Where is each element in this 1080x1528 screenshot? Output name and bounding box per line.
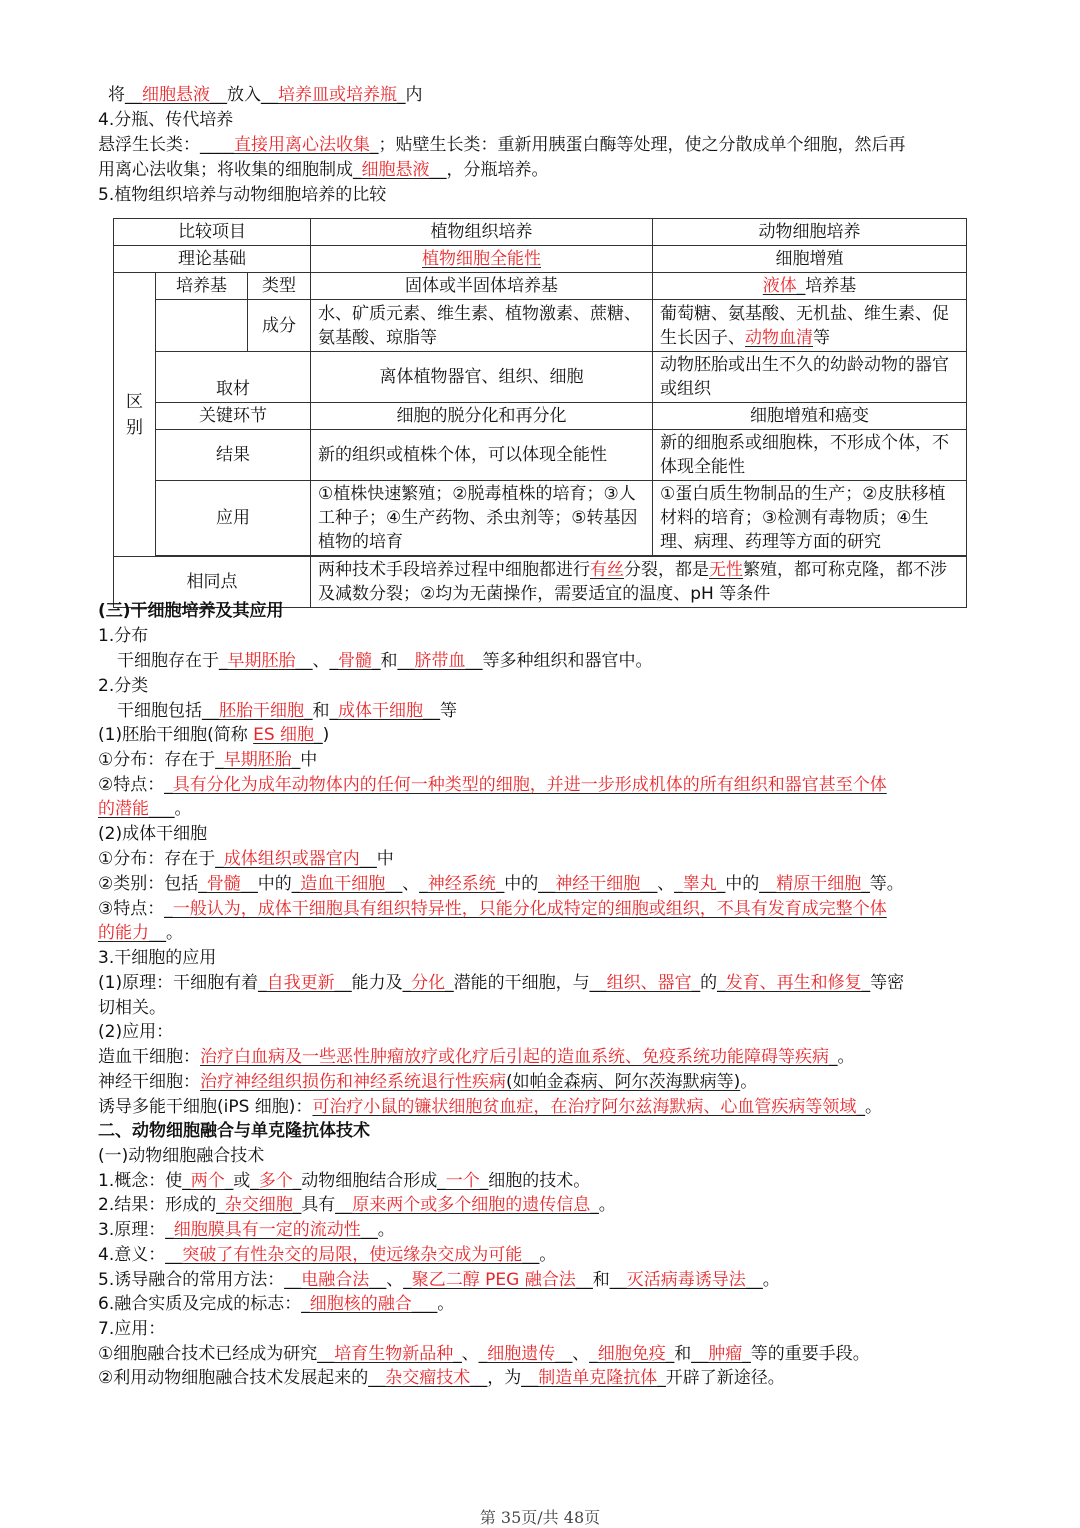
text-line: 3.干细胞的应用 <box>98 948 217 968</box>
table-row <box>114 352 967 403</box>
text-line: 用离心法收集；将收集的细胞制成_细胞悬液__，分瓶培养。 <box>98 160 549 180</box>
text-line: 5.植物组织培养与动物细胞培养的比较 <box>98 185 387 205</box>
text-line: 的能力__。 <box>98 923 183 943</box>
table-cell-diff: 区别 <box>114 273 156 557</box>
text-line: 2.结果：形成的_杂交细胞_具有__原来两个或多个细胞的遗传信息_。 <box>98 1195 616 1215</box>
text-line: (一)动物细胞融合技术 <box>98 1146 265 1166</box>
text-line: ②特点：_具有分化为成年动物体内的任何一种类型的细胞，并进一步形成机体的所有组织和器官甚至个体 <box>98 775 887 795</box>
text-line: 7.应用： <box>98 1319 166 1339</box>
table-cell: 新的细胞系或细胞株，不形成个体，不体现全能性 <box>653 430 967 481</box>
table-row <box>114 430 967 481</box>
table-cell: 结果 <box>156 430 311 481</box>
text-line: ②类别：包括_骨髓__中的_造血干细胞__、_神经系统_中的__神经干细胞__、_睾丸_中的__精原干细胞_等。 <box>98 874 904 894</box>
text-line: ①分布：存在于_早期胚胎_中 <box>98 750 318 770</box>
page-number: 第 35页/共 48页 <box>479 1508 601 1527</box>
table-cell: 动物胚胎或出生不久的幼龄动物的器官或组织 <box>653 352 967 403</box>
text-line: ③特点：_一般认为，成体干细胞具有组织特异性，只能分化成特定的细胞或组织，不具有发育成完整个体 <box>98 899 887 919</box>
text-line: (2)应用： <box>98 1022 174 1042</box>
table-cell: 新的组织或植株个体，可以体现全能性 <box>311 430 653 481</box>
text-line: 悬浮生长类：____直接用离心法收集_；贴壁生长类：重新用胰蛋白酶等处理，使之分散成单个细胞，然后再 <box>98 135 906 155</box>
table-header: 比较项目 <box>114 219 311 246</box>
text-line: (1)原理：干细胞有着_自我更新__能力及_分化_潜能的干细胞，与__组织、器官_的_发育、再生和修复_等密 <box>98 973 905 993</box>
text-line: 1.概念：使_两个_或_多个_动物细胞结合形成_一个_细胞的技术。 <box>98 1171 591 1191</box>
table-row <box>114 481 967 556</box>
table-cell: 类型 <box>248 273 311 300</box>
table-cell: 液体_培养基 <box>653 273 967 300</box>
table-cell: ①蛋白质生物制品的生产；②皮肤移植材料的培育；③检测有毒物质；④生理、病理、药理等方面的研究 <box>653 481 967 556</box>
table-cell: 细胞增殖 <box>653 246 967 273</box>
table-cell: 理论基础 <box>114 246 311 273</box>
text-line: 1.分布 <box>98 626 149 646</box>
table-cell: 培养基 <box>156 273 248 300</box>
text-line: (2)成体干细胞 <box>98 824 208 844</box>
section-heading: (三)干细胞培养及其应用 <box>98 601 284 621</box>
text-line: 神经干细胞：治疗神经组织损伤和神经系统退行性疾病(如帕金森病、阿尔茨海默病等)。 <box>98 1072 758 1092</box>
text-line: ②利用动物细胞融合技术发展起来的__杂交瘤技术__，为__制造单克隆抗体_开辟了新途径。 <box>98 1368 785 1388</box>
text-line: 2.分类 <box>98 676 149 696</box>
text-line: 的潜能___。 <box>98 799 192 819</box>
text-line: 4.分瓶、传代培养 <box>98 110 234 130</box>
table-row <box>114 300 967 352</box>
table-header: 动物细胞培养 <box>653 219 967 246</box>
text-line: (1)胚胎干细胞(简称 ES 细胞_) <box>98 725 330 745</box>
table-row <box>114 219 967 246</box>
text-line: 3.原理：_细胞膜具有一定的流动性__。 <box>98 1220 395 1240</box>
table-row <box>114 246 967 273</box>
table-cell: 取材 <box>156 352 311 403</box>
text-line: 6.融合实质及完成的标志：_细胞核的融合___。 <box>98 1294 455 1314</box>
text-line: 造血干细胞：治疗白血病及一些恶性肿瘤放疗或化疗后引起的造血系统、免疫系统功能障碍等疾病_。 <box>98 1047 855 1067</box>
text-line: 干细胞存在于_早期胚胎__、_骨髓_和__脐带血__等多种组织和器官中。 <box>117 651 653 671</box>
table-cell: 应用 <box>156 481 311 556</box>
text-line: ①细胞融合技术已经成为研究__培育生物新品种_、_细胞遗传__、_细胞免疫_和__肿瘤_等的重要手段。 <box>98 1344 870 1364</box>
table-cell: 相同点 <box>114 557 311 608</box>
text-line: 将__细胞悬液__放入__培养皿或培养瓶_内 <box>108 85 423 105</box>
table-header: 植物组织培养 <box>311 219 653 246</box>
table-cell: 两种技术手段培养过程中细胞都进行有丝分裂，都是无性繁殖，都可称克隆，都不涉及减数分裂；②均为无菌操作，需要适宜的温度、pH 等条件 <box>311 557 967 608</box>
text-line: 4.意义：__突破了有性杂交的局限，使远缘杂交成为可能__。 <box>98 1245 557 1265</box>
text-line: 干细胞包括__胚胎干细胞_和_成体干细胞__等 <box>117 701 457 721</box>
table-cell: 葡萄糖、氨基酸、无机盐、维生素、促生长因子、动物血清等 <box>653 300 967 352</box>
table-cell: 关键环节 <box>156 403 311 430</box>
text-line: ①分布：存在于_成体组织或器官内__中 <box>98 849 394 869</box>
text-line: 切相关。 <box>98 998 166 1018</box>
table-cell: 植物细胞全能性 <box>422 249 542 269</box>
text-line: 5.诱导融合的常用方法：__电融合法__、_聚乙二醇 PEG 融合法__和__灭活病毒诱导法__。 <box>98 1270 780 1290</box>
table-cell: 细胞的脱分化和再分化 <box>311 403 653 430</box>
table-cell: 成分 <box>248 300 311 352</box>
table-row <box>114 403 967 430</box>
table-cell: 水、矿质元素、维生素、植物激素、蔗糖、氨基酸、琼脂等 <box>311 300 653 352</box>
table-cell: ①植株快速繁殖；②脱毒植株的培育；③人工种子；④生产药物、杀虫剂等；⑤转基因植物的培育 <box>311 481 653 556</box>
table-cell: 离体植物器官、组织、细胞 <box>311 352 653 403</box>
table-cell: 固体或半固体培养基 <box>311 273 653 300</box>
text-line: 诱导多能干细胞(iPS 细胞)：可治疗小鼠的镰状细胞贫血症，在治疗阿尔兹海默病、心血管疾病等领域_。 <box>98 1097 882 1117</box>
comparison-table <box>113 218 967 608</box>
table-row <box>114 273 967 300</box>
section-heading: 二、动物细胞融合与单克隆抗体技术 <box>98 1121 370 1141</box>
table-cell: 细胞增殖和癌变 <box>653 403 967 430</box>
